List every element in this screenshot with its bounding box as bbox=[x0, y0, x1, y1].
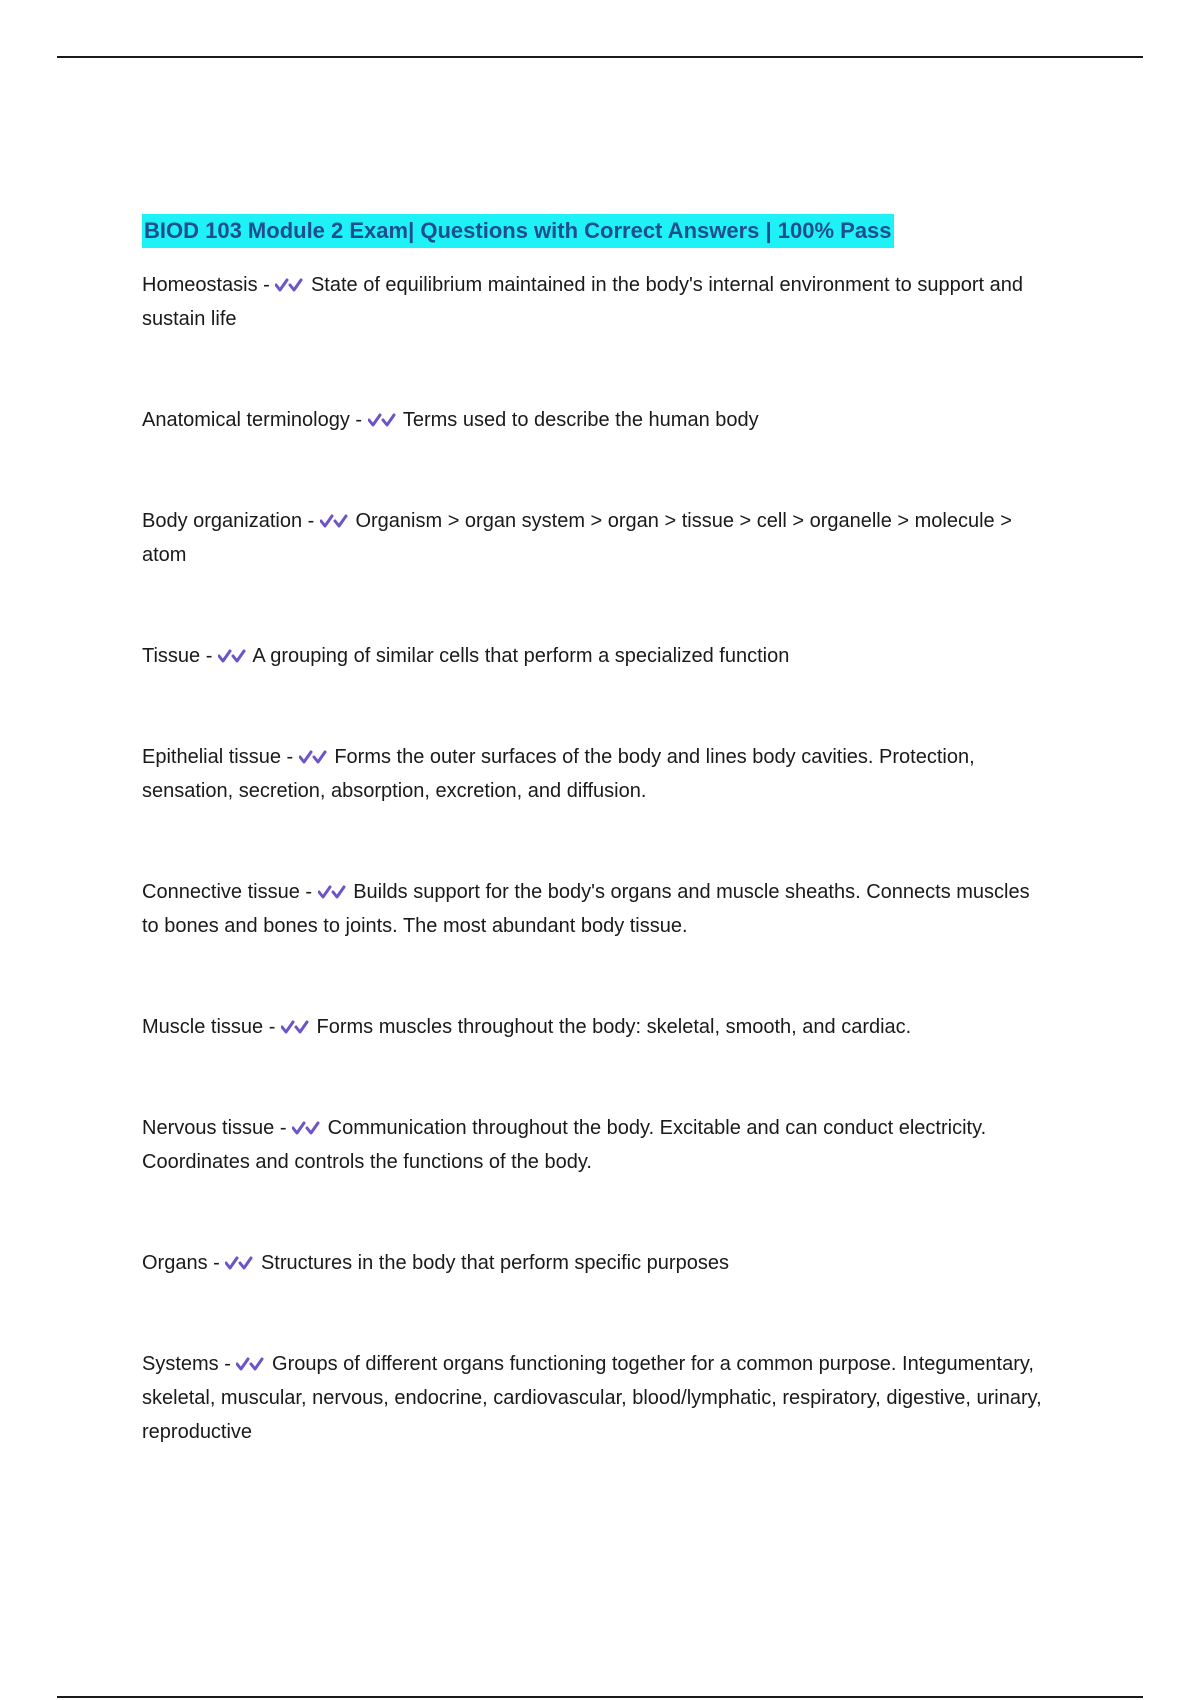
definition: Terms used to describe the human body bbox=[402, 409, 759, 431]
qa-item bbox=[142, 1111, 1042, 1179]
bottom-rule bbox=[57, 1696, 1143, 1698]
definition: State of equilibrium maintained in the body's internal environment to support and sustain life bbox=[142, 274, 1023, 330]
definition: A grouping of similar cells that perform a specialized function bbox=[252, 645, 790, 667]
double-checkmark-icon bbox=[368, 409, 398, 431]
term: Anatomical terminology - bbox=[142, 409, 363, 431]
qa-item bbox=[142, 740, 1042, 808]
qa-item bbox=[142, 268, 1042, 336]
term: Nervous tissue - bbox=[142, 1117, 287, 1139]
top-rule bbox=[57, 56, 1143, 58]
definition: Forms muscles throughout the body: skeletal, smooth, and cardiac. bbox=[316, 1016, 912, 1038]
qa-item bbox=[142, 875, 1042, 943]
double-checkmark-icon bbox=[218, 645, 248, 667]
term: Systems - bbox=[142, 1353, 231, 1375]
double-checkmark-icon bbox=[318, 881, 348, 903]
qa-item bbox=[142, 1347, 1042, 1449]
qa-item bbox=[142, 1246, 1042, 1280]
qa-item bbox=[142, 639, 1042, 673]
term: Body organization - bbox=[142, 510, 315, 532]
qa-item bbox=[142, 403, 1042, 437]
term: Homeostasis - bbox=[142, 274, 270, 296]
double-checkmark-icon bbox=[299, 746, 329, 768]
definition: Groups of different organs functioning together for a common purpose. Integumentary, skeletal, muscular, nervous, endocrine, cardiovascular, blood/lymphatic, respiratory, digestive, urinary, reproductive bbox=[142, 1353, 1042, 1443]
double-checkmark-icon bbox=[292, 1117, 322, 1139]
double-checkmark-icon bbox=[275, 274, 305, 296]
qa-item bbox=[142, 504, 1042, 572]
term: Organs - bbox=[142, 1252, 220, 1274]
double-checkmark-icon bbox=[225, 1252, 255, 1274]
term: Muscle tissue - bbox=[142, 1016, 276, 1038]
qa-item bbox=[142, 1010, 1042, 1044]
definition: Structures in the body that perform specific purposes bbox=[260, 1252, 729, 1274]
definition: Forms the outer surfaces of the body and lines body cavities. Protection, sensation, secretion, absorption, excretion, and diffusion. bbox=[142, 746, 975, 802]
term: Epithelial tissue - bbox=[142, 746, 294, 768]
document-title: BIOD 103 Module 2 Exam| Questions with Correct Answers | 100% Pass bbox=[142, 214, 894, 248]
definition: Communication throughout the body. Excitable and can conduct electricity. Coordinates and controls the functions of the body. bbox=[142, 1117, 987, 1173]
document-body bbox=[142, 214, 1042, 1516]
term: Tissue - bbox=[142, 645, 213, 667]
double-checkmark-icon bbox=[320, 510, 350, 532]
term: Connective tissue - bbox=[142, 881, 313, 903]
double-checkmark-icon bbox=[236, 1353, 266, 1375]
definition: Organism > organ system > organ > tissue > cell > organelle > molecule > atom bbox=[142, 510, 1012, 566]
double-checkmark-icon bbox=[281, 1016, 311, 1038]
definition: Builds support for the body's organs and muscle sheaths. Connects muscles to bones and bones to joints. The most abundant body tissue. bbox=[142, 881, 1030, 937]
qa-list bbox=[142, 268, 1042, 1449]
